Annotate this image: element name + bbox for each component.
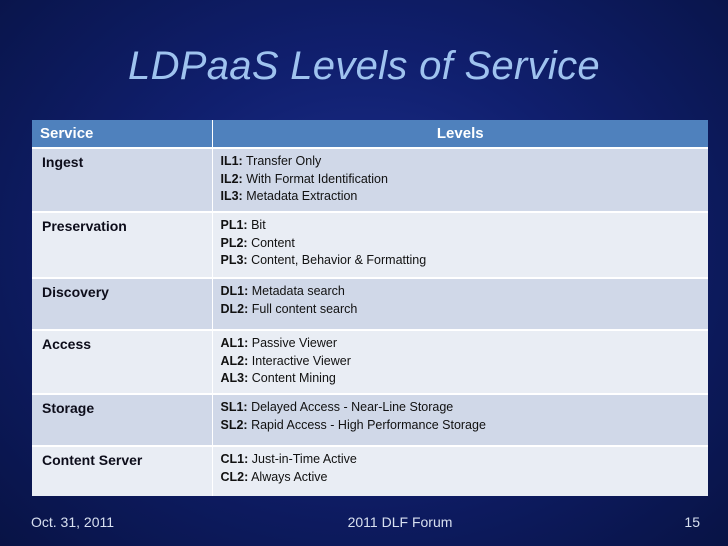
level-description: Just-in-Time Active — [251, 452, 357, 466]
level-code: IL1: — [220, 154, 243, 168]
table-body — [32, 148, 708, 496]
service-cell — [32, 212, 212, 278]
level-description: Bit — [251, 218, 266, 232]
service-cell — [32, 394, 212, 446]
level-entry — [221, 171, 709, 189]
service-name: Ingest — [42, 154, 84, 170]
level-code: IL2: — [220, 171, 243, 186]
footer-page-number: 15 — [684, 514, 700, 530]
table-row — [32, 446, 708, 496]
level-entry — [221, 235, 709, 253]
levels-cell — [212, 278, 708, 330]
service-name: Discovery — [42, 284, 109, 300]
table-row — [32, 148, 708, 212]
levels-table — [32, 120, 708, 496]
level-description: Always Active — [251, 469, 328, 484]
level-code: IL3: — [220, 189, 243, 203]
level-description: Passive Viewer — [251, 336, 337, 350]
level-code: PL2: — [220, 235, 248, 250]
level-entry — [221, 451, 709, 469]
level-entry — [221, 153, 709, 171]
level-code: SL2: — [220, 417, 248, 432]
service-name: Access — [42, 336, 92, 352]
level-entry — [221, 188, 709, 206]
level-description: Content, Behavior & Formatting — [251, 253, 427, 267]
level-code: SL1: — [220, 400, 248, 414]
level-entry — [221, 417, 709, 435]
level-entry — [221, 469, 709, 487]
level-description: Metadata search — [251, 284, 345, 298]
table-row — [32, 278, 708, 330]
level-entry — [221, 252, 709, 270]
level-description: Rapid Access - High Performance Storage — [251, 417, 486, 432]
level-description: Full content search — [251, 301, 358, 316]
level-code: CL1: — [220, 452, 249, 466]
level-description: Interactive Viewer — [251, 353, 351, 368]
level-description: Transfer Only — [245, 154, 322, 168]
level-code: AL3: — [220, 371, 249, 385]
level-entry — [221, 399, 709, 417]
level-entry — [221, 301, 709, 319]
service-cell — [32, 148, 212, 212]
levels-cell — [212, 330, 708, 394]
service-cell — [32, 446, 212, 496]
table-row — [32, 212, 708, 278]
levels-cell — [212, 212, 708, 278]
level-code: DL1: — [220, 284, 249, 298]
table-header-row — [32, 120, 708, 148]
service-name: Storage — [42, 400, 95, 416]
slide-title: LDPaaS Levels of Service — [128, 44, 600, 88]
table-row — [32, 394, 708, 446]
level-description: Content — [251, 235, 295, 250]
levels-column-header: Levels — [212, 120, 708, 148]
level-description: Delayed Access - Near-Line Storage — [251, 400, 454, 414]
level-entry — [221, 335, 709, 353]
service-cell — [32, 330, 212, 394]
level-description: With Format Identification — [246, 171, 388, 186]
levels-cell — [212, 394, 708, 446]
level-description: Metadata Extraction — [246, 189, 358, 203]
levels-cell — [212, 446, 708, 496]
level-description: Content Mining — [251, 371, 336, 385]
level-entry — [221, 283, 709, 301]
service-cell — [32, 278, 212, 330]
level-code: AL2: — [220, 353, 249, 368]
service-column-header: Service — [32, 120, 212, 148]
service-name: Content Server — [42, 452, 143, 468]
level-code: CL2: — [220, 469, 249, 484]
level-code: PL1: — [220, 218, 248, 232]
level-entry — [221, 217, 709, 235]
table-row — [32, 330, 708, 394]
level-entry — [221, 370, 709, 388]
footer-date: Oct. 31, 2011 — [31, 514, 115, 530]
level-entry — [221, 353, 709, 371]
level-code: PL3: — [220, 253, 248, 267]
level-code: DL2: — [220, 301, 249, 316]
level-code: AL1: — [220, 336, 249, 350]
service-name: Preservation — [42, 218, 127, 234]
levels-cell — [212, 148, 708, 212]
footer-event: 2011 DLF Forum — [347, 514, 453, 530]
